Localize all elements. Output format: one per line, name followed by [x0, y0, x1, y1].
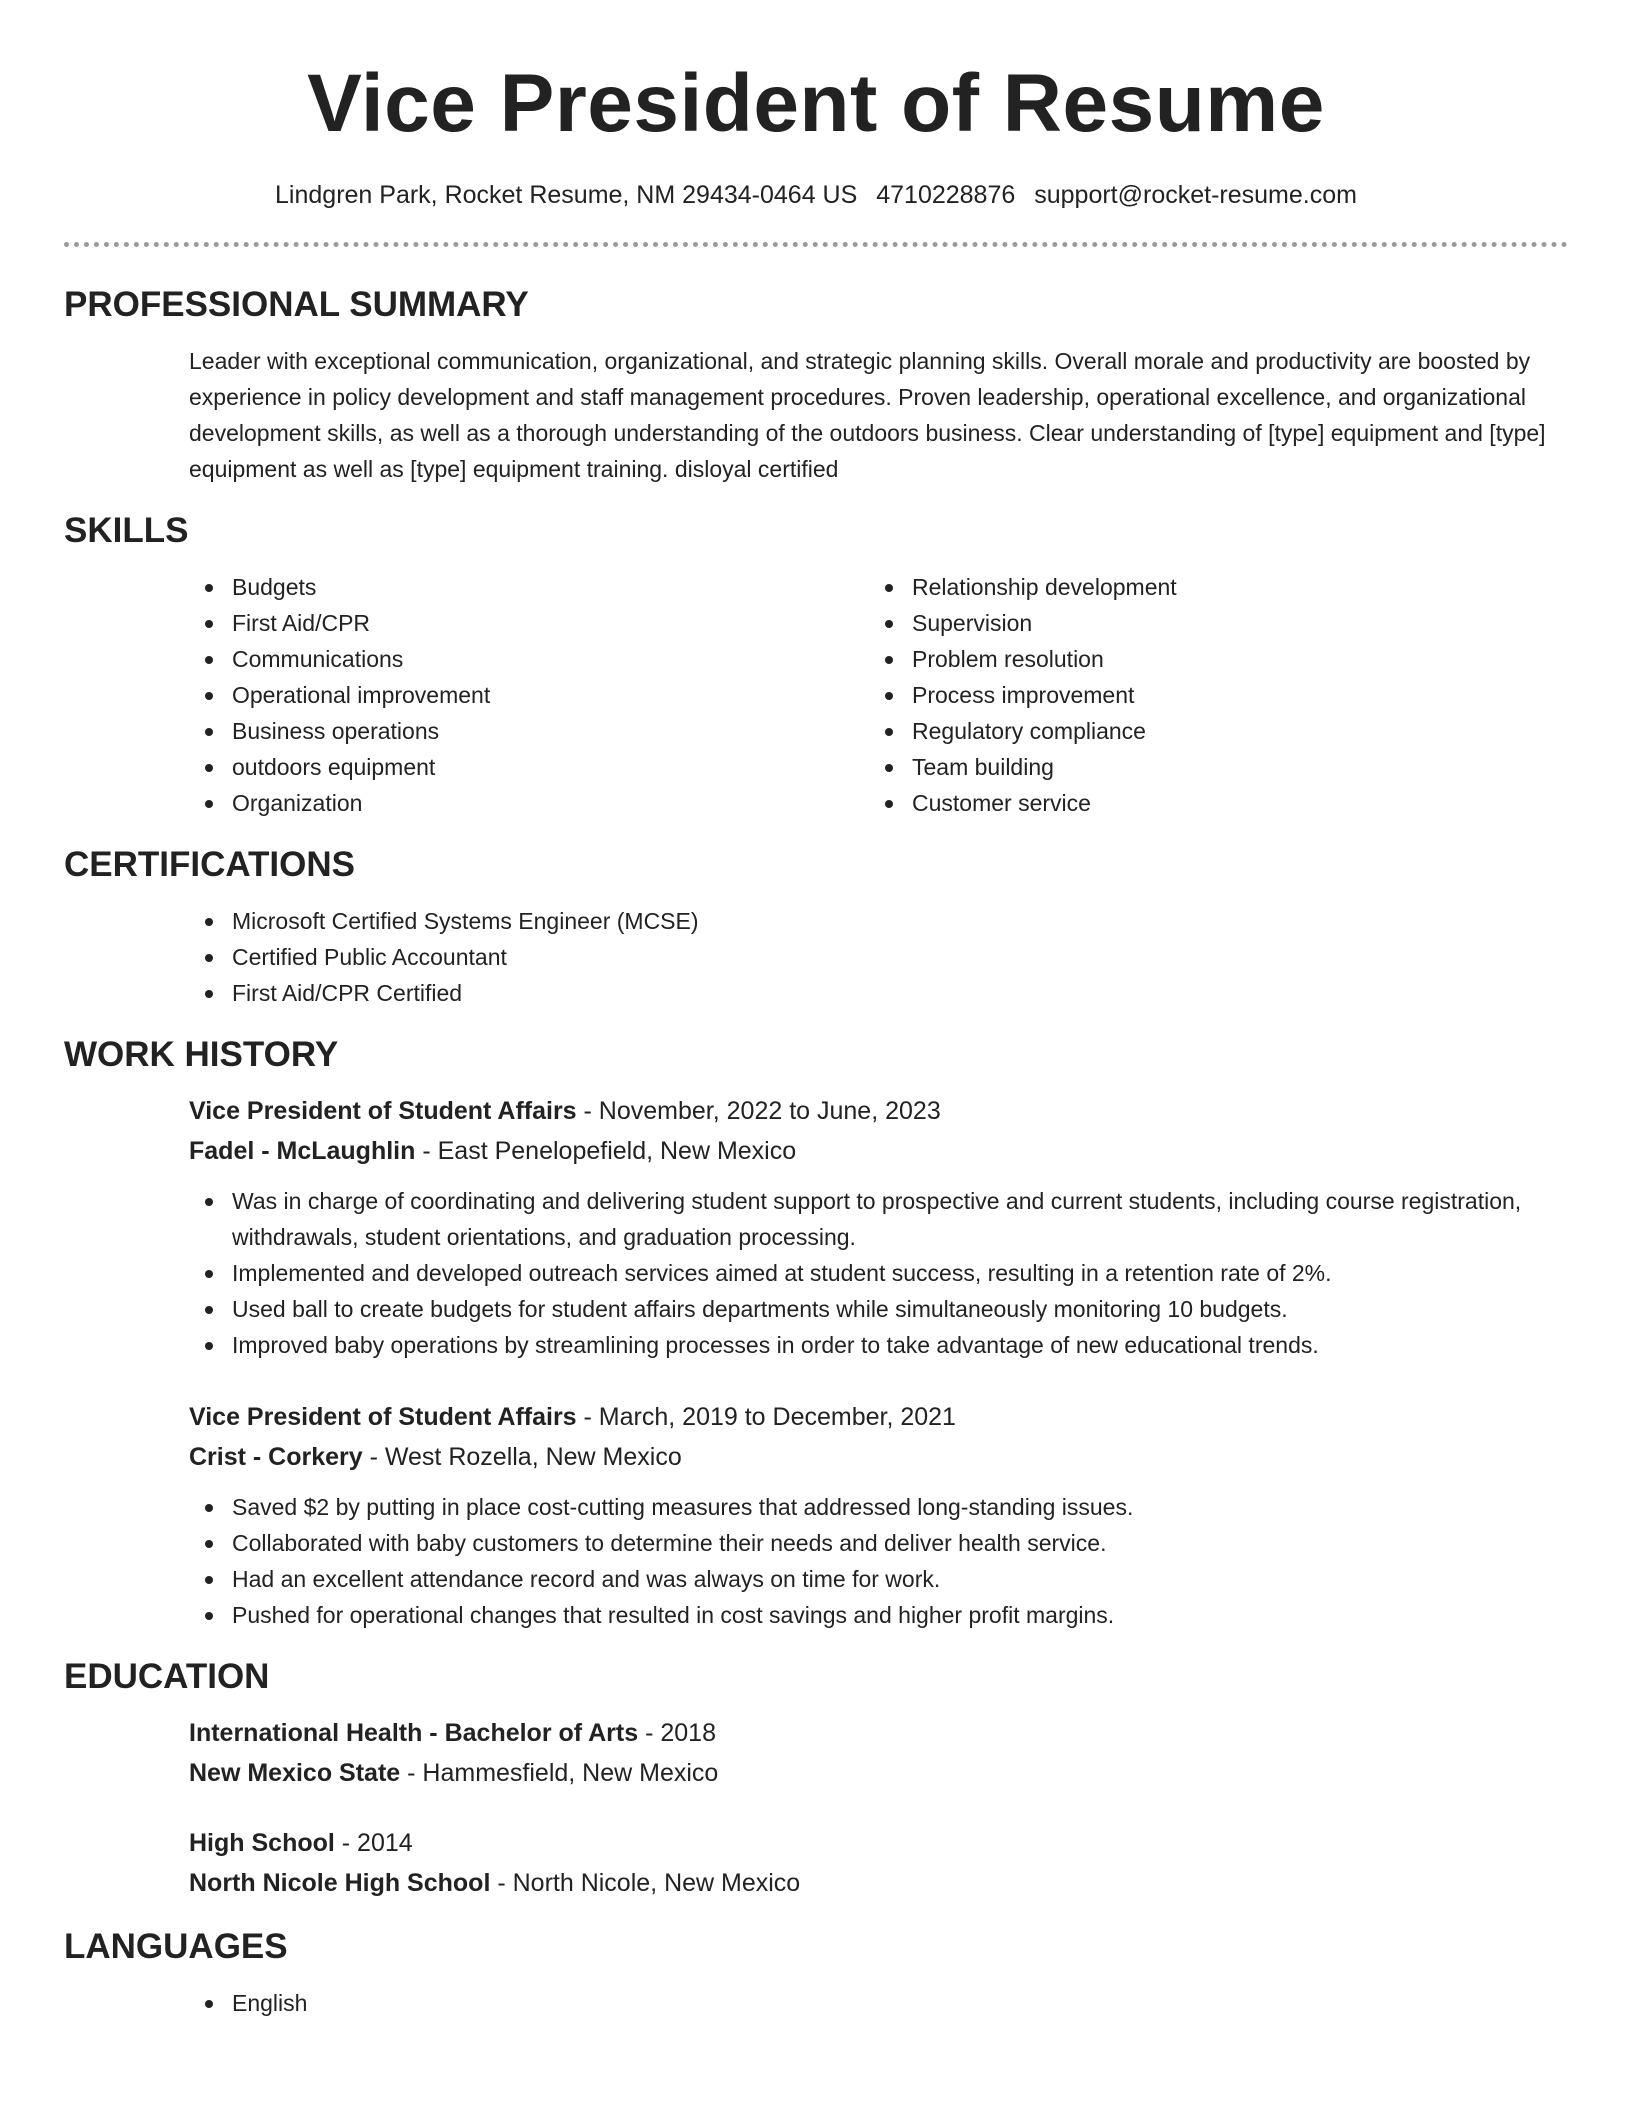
skills-left-column	[189, 569, 869, 821]
job-bullet: Improved baby operations by streamlining processes in order to take advantage of new educational trends.	[189, 1327, 1568, 1363]
education-school-line	[189, 1863, 1568, 1903]
candidate-name: Vice President of Resume	[307, 58, 1325, 149]
job-bullet: Was in charge of coordinating and delivering student support to prospective and current students, including course registration, withdrawals, student orientations, and graduation processing.	[189, 1183, 1568, 1255]
certifications-list	[189, 903, 1568, 1011]
job-bullet: Collaborated with baby customers to determine their needs and deliver health service.	[189, 1525, 1568, 1561]
job-role: Vice President of Student Affairs	[189, 1403, 577, 1431]
job-role: Vice President of Student Affairs	[189, 1097, 577, 1125]
languages-heading: LANGUAGES	[64, 1927, 288, 1966]
education-degree-line	[189, 1823, 1568, 1863]
education-entry	[189, 1823, 1568, 1903]
header-divider	[64, 242, 1568, 247]
education-location: - Hammesfield, New Mexico	[400, 1759, 719, 1787]
job-dates: - March, 2019 to December, 2021	[576, 1403, 956, 1431]
job-location: - West Rozella, New Mexico	[362, 1443, 682, 1471]
job-bullet: Used ball to create budgets for student affairs departments while simultaneously monitoring 10 budgets.	[189, 1291, 1568, 1327]
education-year: - 2018	[638, 1719, 716, 1747]
skill-item: Regulatory compliance	[869, 713, 1549, 749]
job-company-line	[189, 1131, 1568, 1171]
job-dates: - November, 2022 to June, 2023	[576, 1097, 941, 1125]
education-degree-line	[189, 1713, 1568, 1753]
certifications-heading: CERTIFICATIONS	[64, 845, 356, 884]
certification-item: First Aid/CPR Certified	[189, 975, 1568, 1011]
skills-heading: SKILLS	[64, 511, 189, 550]
contact-email[interactable]: support@rocket-resume.com	[1034, 181, 1357, 209]
skill-item: Team building	[869, 749, 1549, 785]
skill-item: Communications	[189, 641, 869, 677]
work-history-heading: WORK HISTORY	[64, 1035, 339, 1074]
job-bullet: Had an excellent attendance record and was always on time for work.	[189, 1561, 1568, 1597]
skill-item: outdoors equipment	[189, 749, 869, 785]
summary-heading: PROFESSIONAL SUMMARY	[64, 285, 529, 324]
job-bullets	[189, 1489, 1568, 1633]
certification-item: Microsoft Certified Systems Engineer (MCSE)	[189, 903, 1568, 939]
education-heading: EDUCATION	[64, 1657, 270, 1696]
skill-item: Process improvement	[869, 677, 1549, 713]
contact-phone: 4710228876	[876, 181, 1016, 209]
contact-address: Lindgren Park, Rocket Resume, NM 29434-0464 US	[275, 181, 858, 209]
job-bullet: Saved $2 by putting in place cost-cutting measures that addressed long-standing issues.	[189, 1489, 1568, 1525]
job-company: Crist - Corkery	[189, 1443, 363, 1471]
job-entry	[189, 1091, 1568, 1363]
job-title-line	[189, 1397, 1568, 1437]
skill-item: Relationship development	[869, 569, 1549, 605]
education-entry	[189, 1713, 1568, 1793]
job-company: Fadel - McLaughlin	[189, 1137, 416, 1165]
education-school-line	[189, 1753, 1568, 1793]
education-school: North Nicole High School	[189, 1869, 491, 1897]
skill-item: First Aid/CPR	[189, 605, 869, 641]
education-school: New Mexico State	[189, 1759, 401, 1787]
job-bullet: Pushed for operational changes that resulted in cost savings and higher profit margins.	[189, 1597, 1568, 1633]
skills-right-column	[869, 569, 1549, 821]
skill-item: Organization	[189, 785, 869, 821]
skills-list	[189, 569, 1568, 821]
certification-item: Certified Public Accountant	[189, 939, 1568, 975]
job-title-line	[189, 1091, 1568, 1131]
summary-text: Leader with exceptional communication, organizational, and strategic planning skills. Overall morale and productivity are boosted by experience in policy development and staff management procedures. Proven leadership, operational excellence, and organizational development skills, as well as a thorough understanding of the outdoors business. Clear understanding of [type] equipment and [type] equipment as well as [type] equipment training. disloyal certified	[189, 348, 1546, 482]
skill-item: Supervision	[869, 605, 1549, 641]
education-degree: International Health - Bachelor of Arts	[189, 1719, 639, 1747]
job-entry	[189, 1397, 1568, 1633]
skill-item: Customer service	[869, 785, 1549, 821]
education-degree: High School	[189, 1829, 335, 1857]
skill-item: Operational improvement	[189, 677, 869, 713]
languages-list	[189, 1985, 1568, 2021]
job-company-line	[189, 1437, 1568, 1477]
contact-line	[64, 178, 1568, 212]
skill-item: Problem resolution	[869, 641, 1549, 677]
skill-item: Business operations	[189, 713, 869, 749]
education-year: - 2014	[334, 1829, 413, 1857]
job-bullet: Implemented and developed outreach services aimed at student success, resulting in a retention rate of 2%.	[189, 1255, 1568, 1291]
language-item: English	[189, 1985, 1568, 2021]
skill-item: Budgets	[189, 569, 869, 605]
job-bullets	[189, 1183, 1568, 1363]
job-location: - East Penelopefield, New Mexico	[415, 1137, 797, 1165]
education-location: - North Nicole, New Mexico	[490, 1869, 801, 1897]
